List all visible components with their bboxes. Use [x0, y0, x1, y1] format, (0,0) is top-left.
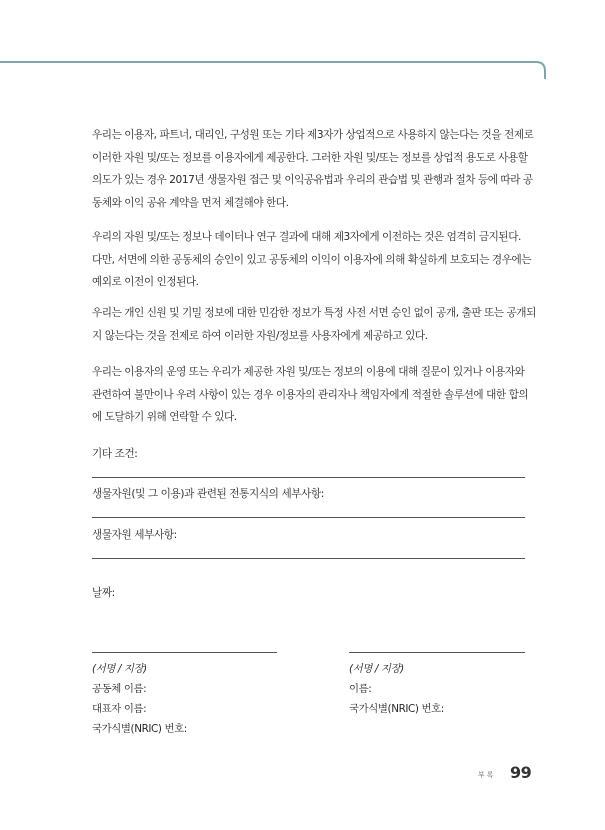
text-line: 동체와 이익 공유 계약을 먼저 체결해야 한다.: [92, 196, 289, 209]
nric-label-left: 국가식별(NRIC) 번호:: [92, 723, 187, 735]
text-line: 지 않는다는 것을 전제로 하여 이러한 자원/정보를 사용자에게 제공하고 있다.: [92, 329, 428, 342]
text-line: 에 도달하기 위해 연락할 수 있다.: [92, 411, 237, 423]
signature-line-left[interactable]: [92, 652, 277, 653]
text-line: 관련하여 불만이나 우려 사항이 있는 경우 이용자의 관리자나 책임자에게 적절한 솔루션에 대한 합의: [92, 388, 529, 401]
text-line: 의도가 있는 경우 2017년 생물자원 접근 및 이익공유법과 우리의 관습법 및 관행과 절차 등에 따라 공: [92, 174, 533, 186]
text-line: 다만, 서면에 의한 공동체의 승인이 있고 공동체의 이익이 이용자에 의해 확실하게 보호되는 경우에는: [92, 253, 532, 266]
traditional-knowledge-line[interactable]: [92, 517, 525, 518]
signature-caption-right: (서명 / 지장): [349, 663, 404, 675]
other-terms-label: 기타 조건:: [92, 448, 138, 460]
page-number: 99: [510, 763, 532, 782]
traditional-knowledge-label: 생물자원(및 그 이용)과 관련된 전통지식의 세부사항:: [92, 488, 324, 500]
date-label: 날짜:: [92, 587, 115, 599]
top-rule-decoration: [0, 0, 605, 90]
other-terms-line[interactable]: [92, 477, 525, 478]
text-line: 우리의 자원 및/또는 정보나 데이터나 연구 결과에 대해 제3자에게 이전하는 것은 엄격히 금지된다.: [92, 231, 521, 243]
paragraph-commercial-use: [92, 124, 534, 214]
bio-resource-details-line[interactable]: [92, 558, 525, 559]
text-line: 우리는 이용자, 파트너, 대리인, 구성원 또는 기타 제3자가 상업적으로 사용하지 않는다는 것을 전제로: [92, 129, 534, 141]
text-line: 우리는 이용자의 운영 또는 우리가 제공한 자원 및/또는 정보의 이용에 대해 질문이 있거나 이용자와: [92, 366, 525, 378]
paragraph-transfer: [92, 226, 532, 294]
signature-caption-left: (서명 / 지장): [92, 663, 147, 675]
footer-section-label: 부록: [478, 771, 496, 779]
paragraph-contact: [92, 361, 528, 429]
name-label-right: 이름:: [349, 683, 372, 695]
text-line: 이러한 자원 및/또는 정보를 이용자에게 제공한다. 그러한 자원 및/또는 정보를 상업적 용도로 사용할: [92, 151, 528, 164]
text-line: 예외로 이전이 인정된다.: [92, 276, 199, 288]
paragraph-confidentiality: [92, 302, 536, 347]
community-name-label: 공동체 이름:: [92, 683, 147, 695]
signature-line-right[interactable]: [349, 652, 525, 653]
representative-name-label: 대표자 이름:: [92, 703, 147, 715]
bio-resource-details-label: 생물자원 세부사항:: [92, 529, 177, 541]
text-line: 우리는 개인 신원 및 기밀 정보에 대한 민감한 정보가 특정 사전 서면 승인 없이 공개, 출판 또는 공개되: [92, 307, 536, 319]
nric-label-right: 국가식별(NRIC) 번호:: [349, 703, 444, 715]
